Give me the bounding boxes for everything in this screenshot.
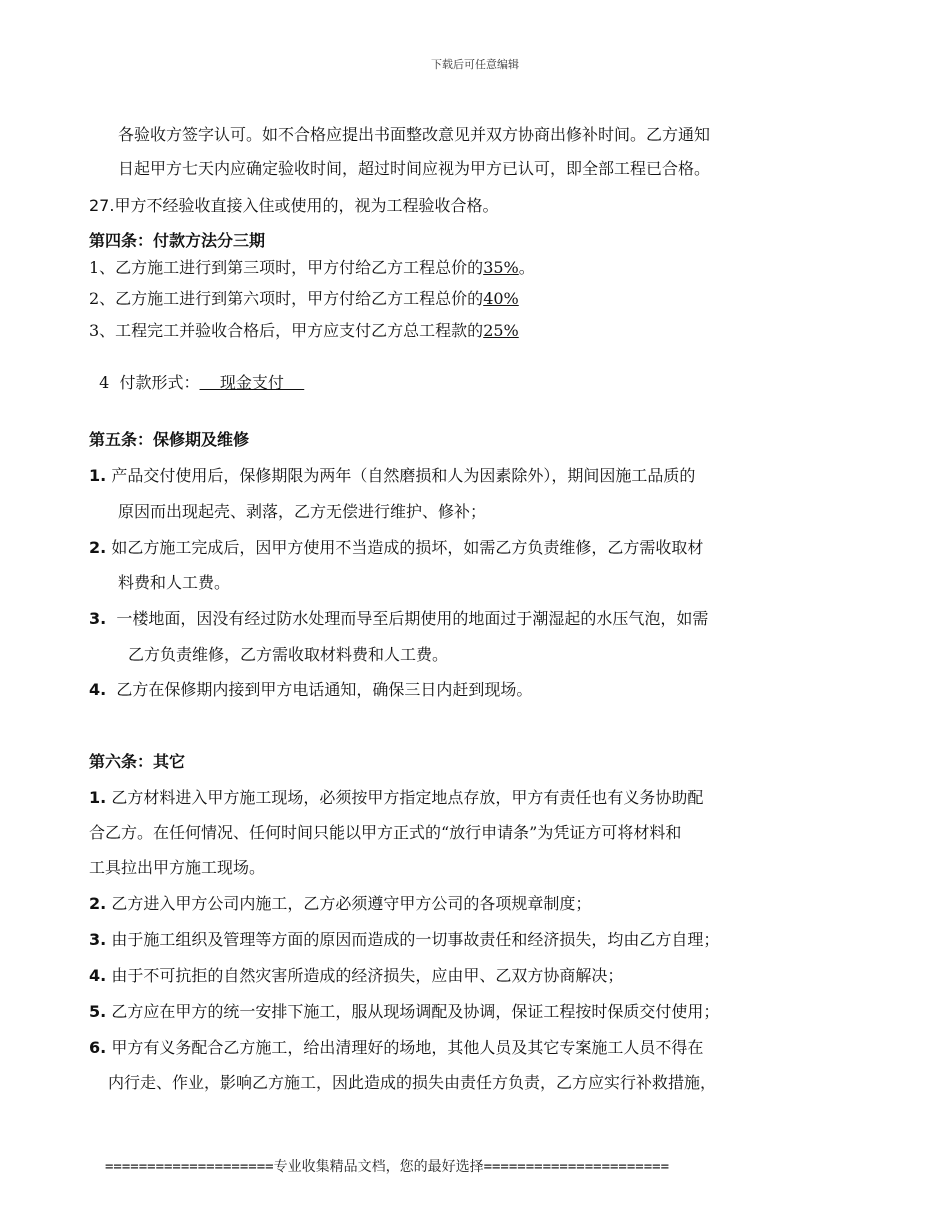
warranty-item-3-line-1: 一楼地面，因没有经过防水处理而导至后期使用的地面过于潮湿起的水压气泡，如需	[116, 609, 709, 628]
payment-item-1-text: 1、乙方施工进行到第三项时，甲方付给乙方工程总价的	[89, 258, 484, 277]
other-item-6-line-2: 内行走、作业，影响乙方施工，因此造成的损失由责任方负责，乙方应实行补救措施，	[108, 1073, 717, 1092]
warranty-item-1-line-2: 原因而出现起壳、剥落，乙方无偿进行维护、修补；	[118, 502, 487, 521]
warranty-item-1	[89, 466, 695, 486]
other-item-6	[89, 1038, 703, 1058]
section-6-title: 第六条：其它	[89, 752, 186, 771]
page-footer: ====================专业收集精品文档，您的最好选择======================	[105, 1159, 670, 1175]
warranty-item-2-line-1: 如乙方施工完成后，因甲方使用不当造成的损坏，如需乙方负责维修，乙方需收取材	[111, 538, 704, 557]
other-item-5-number: 5.	[89, 1002, 107, 1021]
other-item-1-line-2: 合乙方。在任何情况、任何时间只能以甲方正式的“放行申请条”为凭证方可将材料和	[89, 823, 682, 842]
payment-item-2-text: 2、乙方施工进行到第六项时，甲方付给乙方工程总价的	[89, 289, 484, 308]
payment-item-3	[89, 321, 519, 341]
clause-27	[89, 196, 498, 216]
other-item-1	[89, 788, 703, 808]
continuation-line-1: 各验收方签字认可。如不合格应提出书面整改意见并双方协商出修补时间。乙方通知	[118, 125, 711, 144]
warranty-item-3	[89, 609, 708, 629]
warranty-item-2-line-2: 料费和人工费。	[118, 573, 231, 592]
other-item-2-number: 2.	[89, 894, 107, 913]
other-item-6-number: 6.	[89, 1038, 107, 1057]
section-4-title: 第四条：付款方法分三期	[89, 231, 266, 250]
warranty-item-4-line-1: 乙方在保修期内接到甲方电话通知，确保三日内赶到现场。	[116, 680, 533, 699]
other-item-3-line-1: 由于施工组织及管理等方面的原因而造成的一切事故责任和经济损失，均由乙方自理；	[111, 930, 720, 949]
clause-27-number: 27.	[89, 196, 115, 215]
other-item-3-number: 3.	[89, 930, 107, 949]
warranty-item-2	[89, 538, 703, 558]
warranty-item-4-number: 4.	[89, 680, 107, 699]
other-item-2-line-1: 乙方进入甲方公司内施工，乙方必须遵守甲方公司的各项规章制度；	[111, 894, 592, 913]
other-item-2	[89, 894, 591, 914]
section-5-title: 第五条：保修期及维修	[89, 430, 250, 449]
payment-item-1-value: 35%	[483, 258, 519, 277]
payment-item-1-end: 。	[518, 258, 535, 277]
payment-item-2-value: 40%	[483, 289, 519, 308]
warranty-item-3-line-2: 乙方负责维修，乙方需收取材料费和人工费。	[128, 645, 449, 664]
continuation-line-2: 日起甲方七天内应确定验收时间，超过时间应视为甲方已认可，即全部工程已合格。	[118, 159, 711, 178]
warranty-item-1-line-1: 产品交付使用后，保修期限为两年（自然磨损和人为因素除外），期间因施工品质的	[111, 466, 696, 485]
other-item-3	[89, 930, 719, 950]
payment-item-3-text: 3、工程完工并验收合格后，甲方应支付乙方总工程款的	[89, 321, 484, 340]
other-item-5-line-1: 乙方应在甲方的统一安排下施工，服从现场调配及协调，保证工程按时保质交付使用；	[111, 1002, 720, 1021]
other-item-1-line-3: 工具拉出甲方施工现场。	[89, 858, 266, 877]
warranty-item-1-number: 1.	[89, 466, 107, 485]
payment-method-value: 现金支付	[199, 373, 305, 392]
payment-item-3-value: 25%	[483, 321, 519, 340]
other-item-1-line-1: 乙方材料进入甲方施工现场，必须按甲方指定地点存放，甲方有责任也有义务协助配	[111, 788, 704, 807]
other-item-6-line-1: 甲方有义务配合乙方施工，给出清理好的场地，其他人员及其它专案施工人员不得在	[111, 1038, 704, 1057]
warranty-item-4	[89, 680, 532, 700]
warranty-item-3-number: 3.	[89, 609, 107, 628]
payment-item-1	[89, 258, 535, 278]
payment-item-4	[89, 353, 304, 393]
other-item-4-number: 4.	[89, 966, 107, 985]
page-header: 下载后可任意编辑	[431, 58, 519, 71]
other-item-4	[89, 966, 623, 986]
other-item-1-number: 1.	[89, 788, 107, 807]
payment-item-4-text: 4 付款形式：	[99, 373, 200, 392]
payment-item-2	[89, 289, 519, 309]
other-item-4-line-1: 由于不可抗拒的自然灾害所造成的经济损失，应由甲、乙双方协商解决；	[111, 966, 624, 985]
other-item-5	[89, 1002, 719, 1022]
warranty-item-2-number: 2.	[89, 538, 107, 557]
clause-27-text: 甲方不经验收直接入住或使用的，视为工程验收合格。	[114, 196, 499, 215]
